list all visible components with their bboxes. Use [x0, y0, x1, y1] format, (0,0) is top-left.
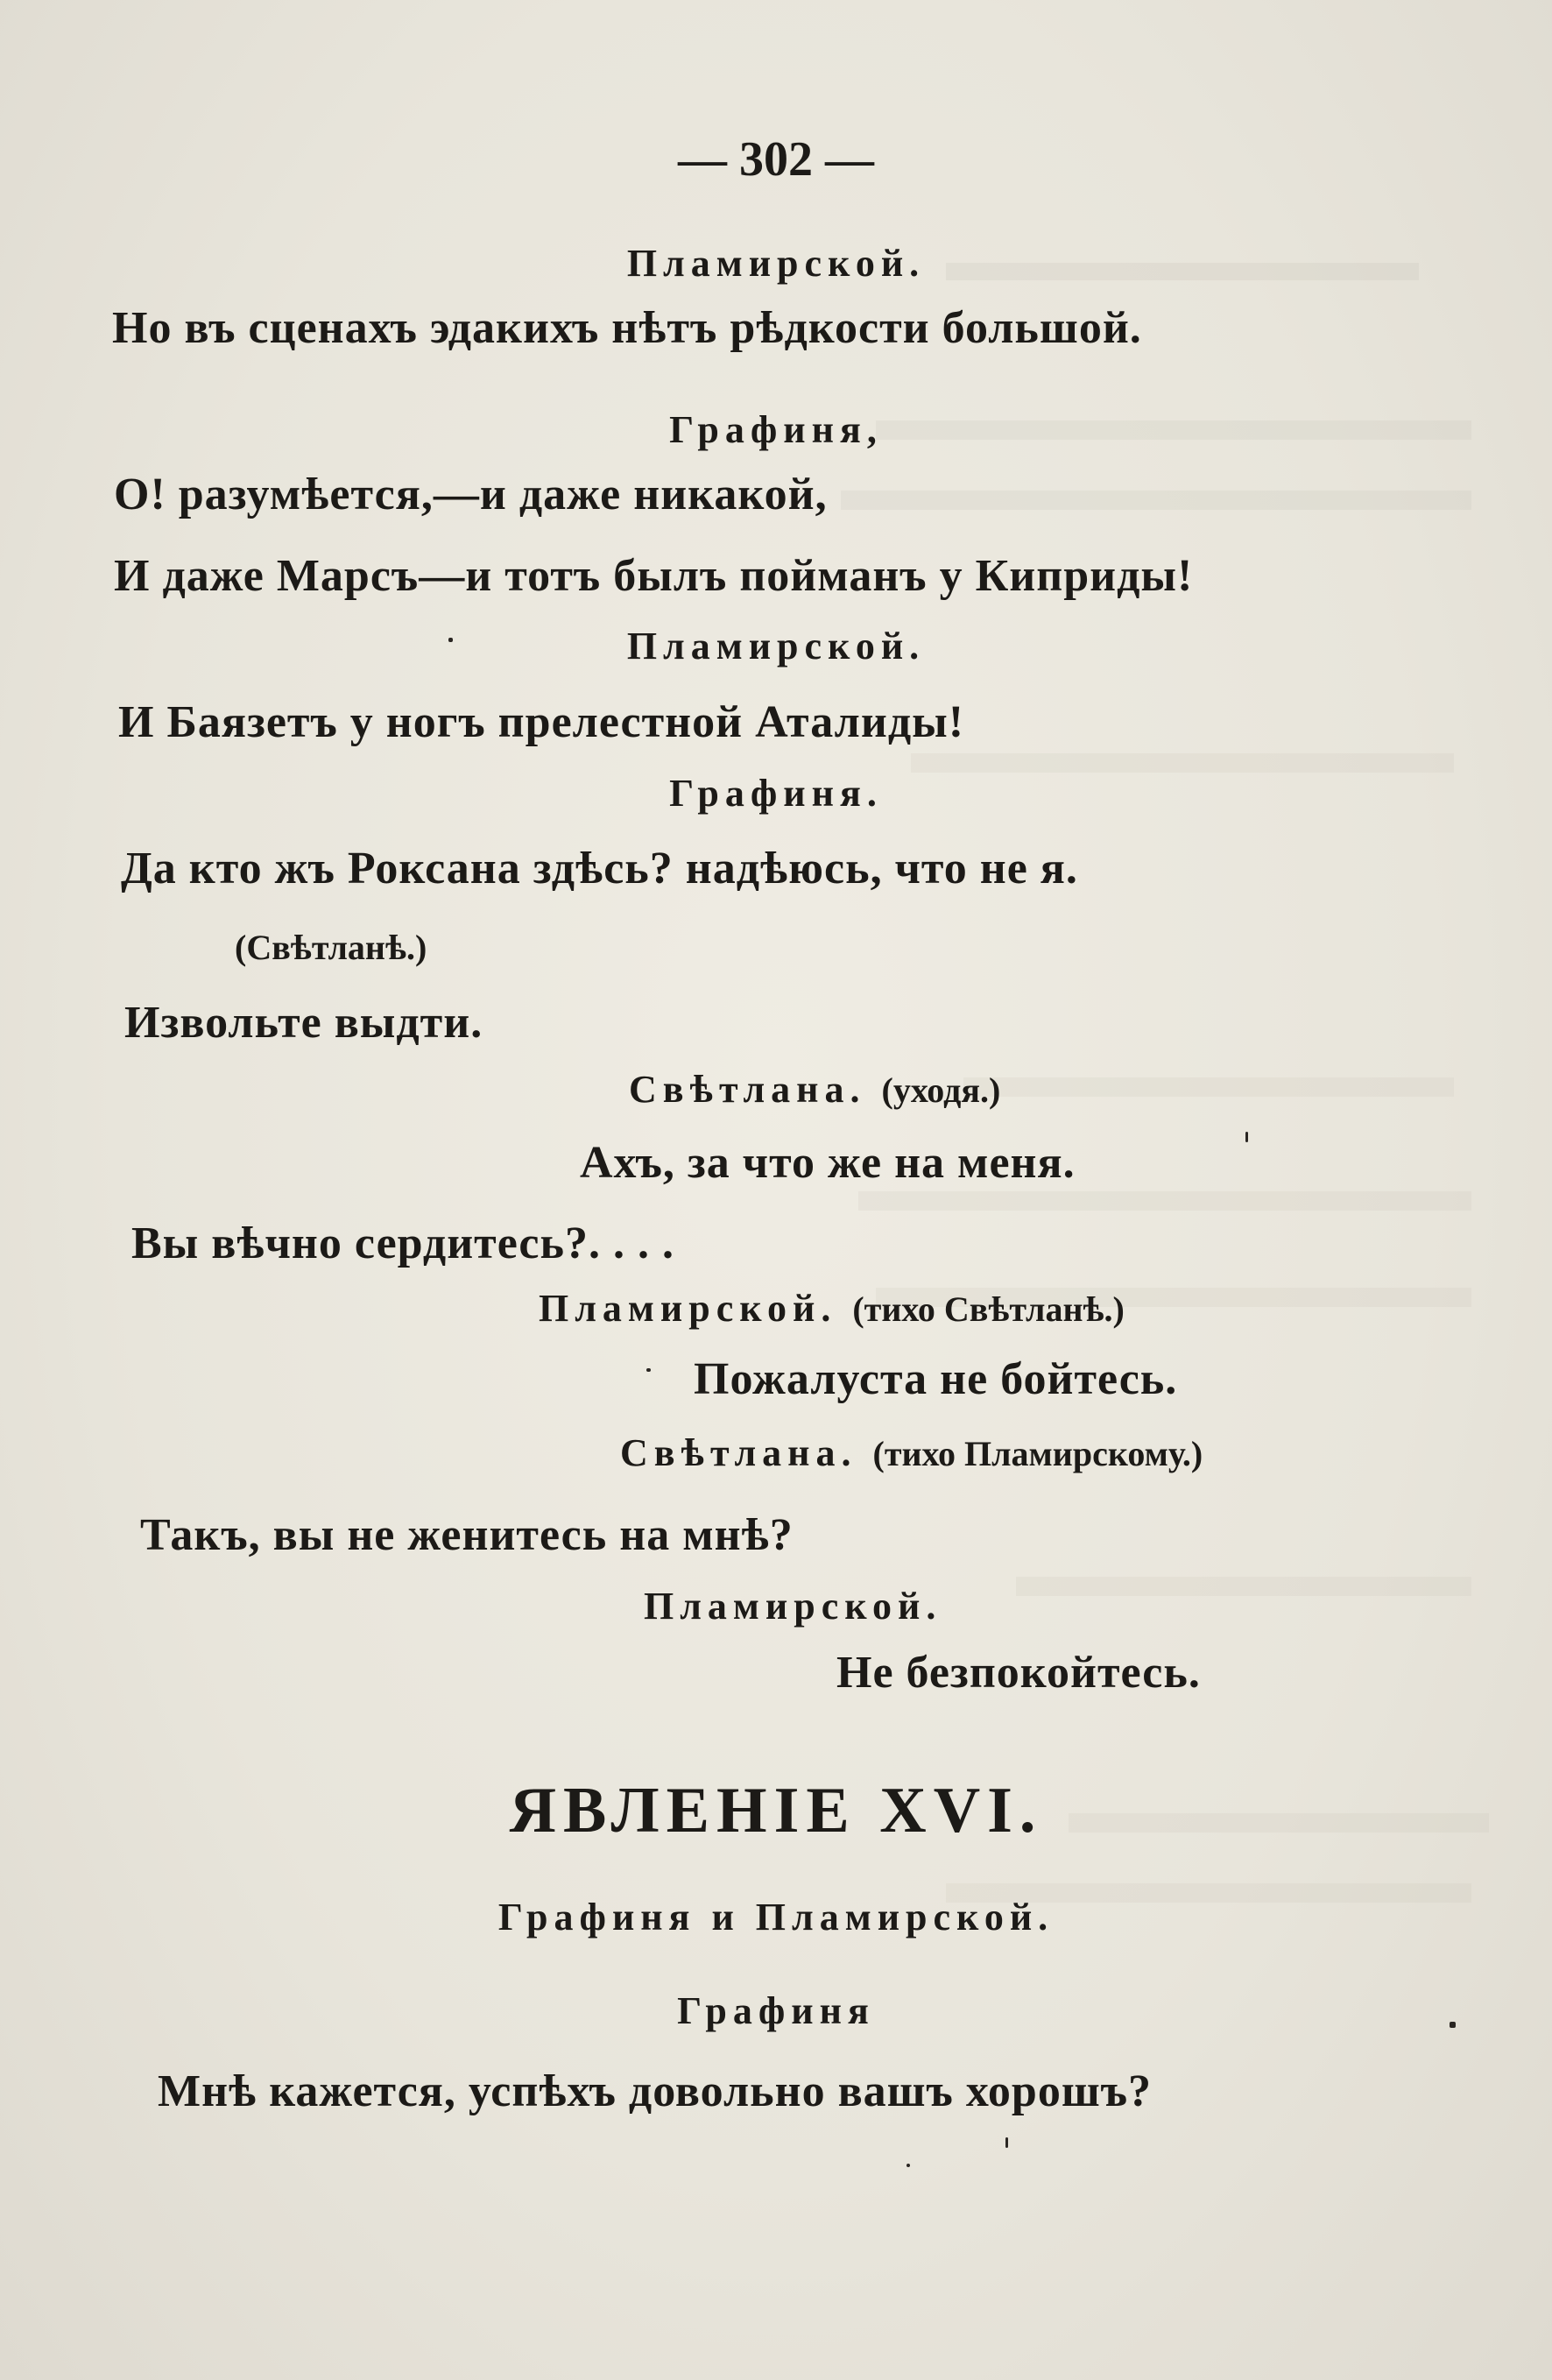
verse-line: Извольте выдти.	[124, 998, 483, 1048]
speaker-grafinya: Графиня	[677, 1989, 875, 2032]
ink-speck	[1450, 2022, 1456, 2028]
speaker-plamirskoy: Пламирской.	[626, 242, 926, 285]
speaker-line	[629, 1067, 1000, 1112]
stage-direction: (тихо Пламирскому.)	[872, 1434, 1203, 1473]
verse-line: И Баязетъ у ногъ прелестной Аталиды!	[118, 697, 965, 747]
speaker-plamirskoy: Пламирской.	[539, 1287, 837, 1330]
verse-line: И даже Марсъ—и тотъ былъ пойманъ у Киприды!	[114, 551, 1194, 601]
stage-direction: (тихо Свѣтланѣ.)	[852, 1289, 1125, 1329]
verse-line: Пожалуста не бойтесь.	[694, 1354, 1178, 1404]
speaker-line	[620, 1430, 1203, 1475]
stage-direction: (уходя.)	[881, 1070, 1001, 1110]
verse-line: Вы вѣчно сердитесь?. . . .	[131, 1218, 674, 1268]
page-number: — 302 —	[678, 132, 874, 187]
verse-line: Такъ, вы не женитесь на мнѣ?	[140, 1510, 794, 1560]
ink-speck	[1005, 2137, 1008, 2148]
speaker-plamirskoy: Пламирской.	[644, 1585, 942, 1628]
speaker-svetlana: Свѣтлана.	[629, 1068, 866, 1111]
scene-title: ЯВЛЕНІЕ XVI.	[509, 1775, 1043, 1847]
speaker-plamirskoy: Пламирской.	[626, 625, 926, 667]
ink-speck	[448, 638, 453, 642]
verse-line: Но въ сценахъ эдакихъ нѣтъ рѣдкости большой.	[112, 303, 1142, 353]
ink-speck	[907, 2164, 910, 2167]
ink-speck	[1245, 1132, 1248, 1142]
verse-line: Да кто жъ Роксана здѣсь? надѣюсь, что не я.	[121, 844, 1078, 893]
ink-speck	[646, 1368, 651, 1372]
verse-line: Ахъ, за что же на меня.	[580, 1138, 1076, 1188]
speaker-svetlana: Свѣтлана.	[620, 1431, 857, 1474]
stage-direction: (Свѣтланѣ.)	[235, 928, 427, 967]
speaker-line	[539, 1286, 1125, 1331]
verse-line: О! разумѣется,—и даже никакой,	[114, 470, 828, 519]
speaker-grafinya: Графиня.	[669, 772, 883, 815]
verse-line: Мнѣ кажется, успѣхъ довольно вашъ хорошъ?	[158, 2066, 1153, 2116]
verse-line: Не безпокойтесь.	[836, 1648, 1201, 1698]
scene-cast: Графиня и Пламирской.	[497, 1896, 1055, 1939]
speaker-grafinya: Графиня,	[669, 408, 883, 451]
